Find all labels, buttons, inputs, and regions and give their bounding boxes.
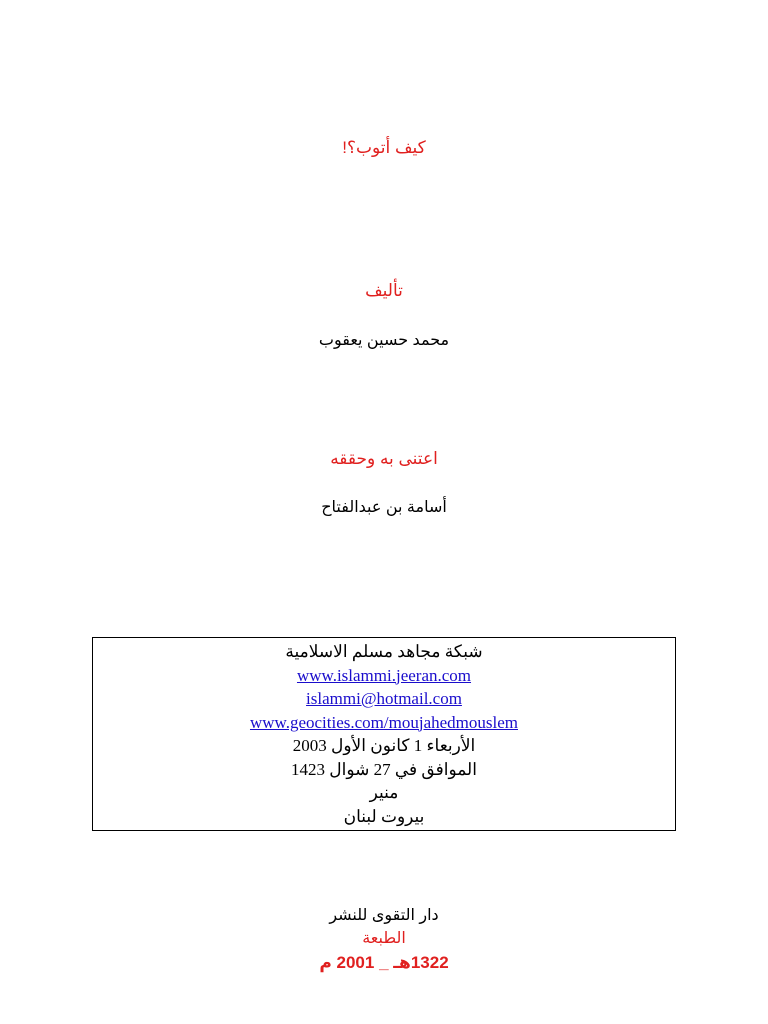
email-link[interactable]: islammi@hotmail.com [306,689,462,708]
publisher-name: دار التقوى للنشر [329,907,439,924]
hijri-date: الموافق في 27 شوال 1423 [291,759,477,779]
edition-label: الطبعة [362,930,406,947]
website-link[interactable]: www.islammi.jeeran.com [296,665,472,685]
publication-info-box [92,637,676,831]
gregorian-date: الأربعاء 1 كانون الأول 2003 [292,736,476,755]
geocities-link[interactable]: www.geocities.com/moujahedmouslem [249,712,518,732]
author-heading: تأليف [365,281,403,300]
edition-year: 1322هـ _ 2001 م [319,953,449,972]
place-name: منير [369,783,399,802]
city-name: بيروت لبنان [343,806,425,826]
network-name: شبكة مجاهد مسلم الاسلامية [285,642,483,661]
editor-heading: اعتنى به وحققه [330,449,438,468]
editor-name: أسامة بن عبدالفتاح [321,499,447,516]
author-name: محمد حسين يعقوب [318,332,450,349]
document-title: كيف أتوب؟! [342,138,426,157]
